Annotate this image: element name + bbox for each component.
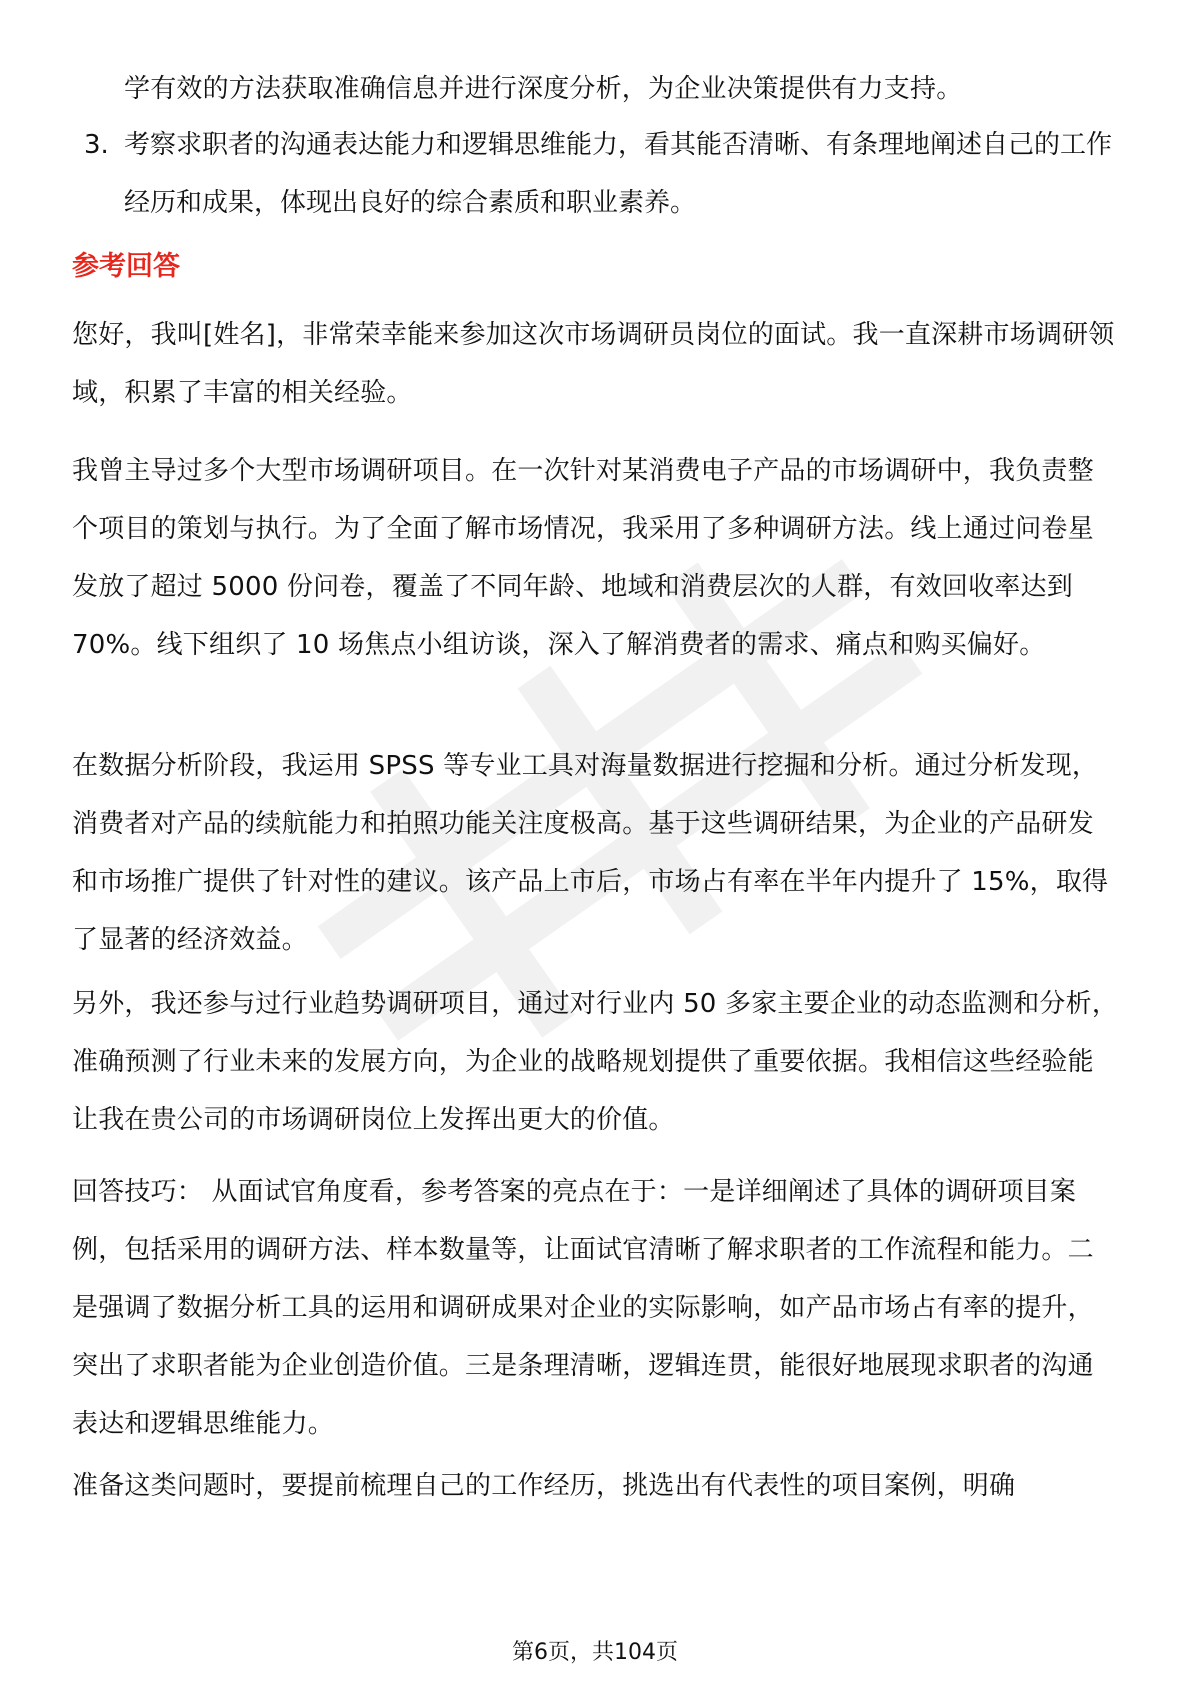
section-heading: 参考回答 [72, 251, 180, 282]
paragraph-analysis: 在数据分析阶段，我运用 SPSS 等专业工具对海量数据进行挖掘和分析。通过分析发现，消费者对产品的续航能力和拍照功能关注度极高。基于这些调研结果，为企业的产品研发和市场推广提供了针对性的建议。该产品上市后，市场占有率在半年内提升了 15%，取得了显著的经济效益。 [72, 751, 1109, 955]
paragraph-greeting: 您好，我叫[姓名]，非常荣幸能来参加这次市场调研员岗位的面试。我一直深耕市场调研领域，积累了丰富的相关经验。 [72, 320, 1115, 408]
list-item-3 [72, 116, 1118, 232]
paragraph-continuation: 学有效的方法获取准确信息并进行深度分析，为企业决策提供有力支持。 [124, 74, 963, 104]
paragraph-industry: 另外，我还参与过行业趋势调研项目，通过对行业内 50 多家主要企业的动态监测和分析，准确预测了行业未来的发展方向，为企业的战略规划提供了重要依据。我相信这些经验能让我在贵公司的市场调研岗位上发挥出更大的价值。 [72, 989, 1119, 1135]
list-number: 3. [84, 130, 109, 160]
paragraph-tips: 回答技巧： 从面试官角度看，参考答案的亮点在于：一是详细阐述了具体的调研项目案例，包括采用的调研方法、样本数量等，让面试官清晰了解求职者的工作流程和能力。二是强调了数据分析工具的运用和调研成果对企业的实际影响，如产品市场占有率的提升，突出了求职者能为企业创造价值。三是条理清晰，逻辑连贯，能很好地展现求职者的沟通表达和逻辑思维能力。 [72, 1177, 1094, 1439]
page-footer: 第6页，共104页 [512, 1640, 678, 1665]
paragraph-preparation: 准备这类问题时，要提前梳理自己的工作经历，挑选出有代表性的项目案例，明确 [72, 1471, 1016, 1501]
list-text: 考察求职者的沟通表达能力和逻辑思维能力，看其能否清晰、有条理地阐述自己的工作经历和成果，体现出良好的综合素质和职业素养。 [124, 130, 1113, 218]
paragraph-project: 我曾主导过多个大型市场调研项目。在一次针对某消费电子产品的市场调研中，我负责整个项目的策划与执行。为了全面了解市场情况，我采用了多种调研方法。线上通过问卷星发放了超过 5000 份问卷，覆盖了不同年龄、地域和消费层次的人群，有效回收率达到 70%。线下组织了 10 场焦点小组访谈，深入了解消费者的需求、痛点和购买偏好。 [72, 456, 1094, 660]
